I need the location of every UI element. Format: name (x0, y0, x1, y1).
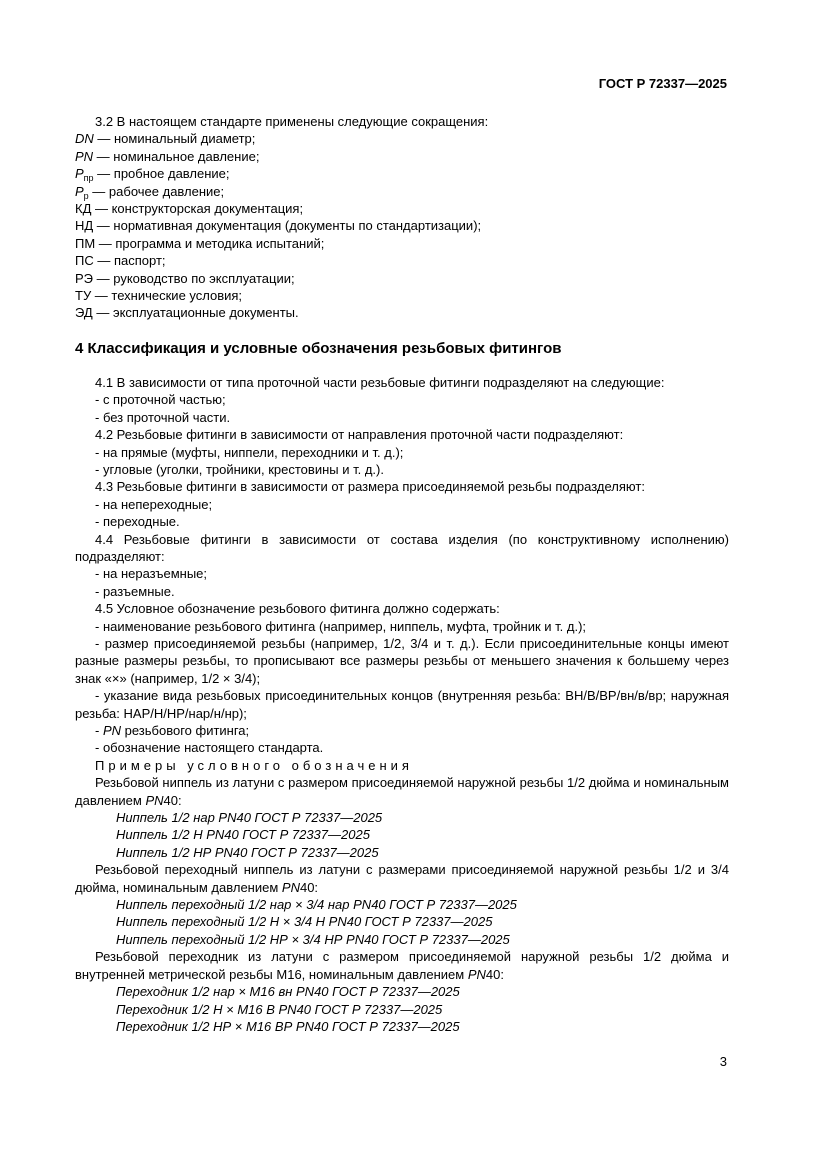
section-heading: 4 Классификация и условные обозначения резьбовых фитингов (75, 339, 562, 357)
abbreviation-text: — рабочее давление; (88, 183, 225, 199)
pn-symbol: PN (281, 879, 300, 895)
list-item: - с проточной частью; (95, 392, 226, 408)
list-item: - наименование резьбового фитинга (например, ниппель, муфта, тройник и т. д.); (95, 618, 587, 634)
list-item: - на прямые (муфты, ниппели, переходники и т. д.); (95, 444, 404, 460)
para-4-4: 4.4 Резьбовые фитинги в зависимости от состава изделия (по конструктивному исполнению) подразделяют: (75, 531, 729, 564)
abbreviation-symbol: P (75, 166, 84, 182)
example-designation: Ниппель переходный 1/2 Н × 3/4 Н PN40 ГОСТ Р 72337—2025 (116, 914, 493, 930)
abbreviation-item: ПС — паспорт; (75, 253, 166, 269)
abbreviation-item: РЭ — руководство по эксплуатации; (75, 270, 295, 286)
para-4-2: 4.2 Резьбовые фитинги в зависимости от направления проточной части подразделяют: (95, 427, 624, 443)
example-designation: Ниппель 1/2 Н PN40 ГОСТ Р 72337—2025 (116, 827, 370, 843)
example-designation: Переходник 1/2 нар × М16 вн PN40 ГОСТ Р 72337—2025 (116, 984, 460, 1000)
list-item: - обозначение настоящего стандарта. (95, 740, 324, 756)
abbreviation-item: НД — нормативная документация (документы по стандартизации); (75, 218, 482, 234)
list-item: - указание вида резьбовых присоединительных концов (внутренняя резьба: ВН/В/ВР/вн/в/вр; наружная резьба: НАР/Н/НР/нар/н/нр); (75, 688, 729, 721)
abbreviations-intro: 3.2 В настоящем стандарте применены следующие сокращения: (95, 114, 489, 129)
example-description: Резьбовой ниппель из латуни с размером присоединяемой наружной резьбы 1/2 дюйма и номинальным давлением (75, 775, 729, 808)
list-item: - на неразъемные; (95, 566, 208, 582)
abbreviation-item: ТУ — технические условия; (75, 288, 243, 304)
abbreviation-item: ЭД — эксплуатационные документы. (75, 305, 299, 321)
abbreviation-symbol: DN (75, 131, 94, 147)
examples-title: Примеры условного обозначения (95, 757, 413, 773)
abbreviation-item (75, 183, 729, 200)
pn-value: 40: (485, 966, 504, 982)
list-item: - без проточной части. (95, 409, 231, 425)
abbreviation-item: ПМ — программа и методика испытаний; (75, 235, 325, 251)
document-code: ГОСТ Р 72337—2025 (598, 76, 727, 91)
list-item: - размер присоединяемой резьбы (например, 1/2, 3/4 и т. д.). Если присоединительные концы имеют разные размеры резьбы, то прописывают все размеры резьбы от меньшего значения к большему через знак «×» (например, 1/2 × 3/4); (75, 635, 729, 686)
abbreviation-item (75, 148, 729, 165)
abbreviation-subscript: р (83, 190, 89, 201)
abbreviation-subscript: пр (83, 173, 94, 184)
abbreviation-text: — номинальный диаметр; (93, 131, 256, 147)
abbreviation-item (75, 130, 729, 147)
pn-symbol: PN (467, 966, 486, 982)
list-item: - на непереходные; (95, 496, 213, 512)
list-item: - разъемные. (95, 583, 175, 599)
example-designation: Ниппель 1/2 НР PN40 ГОСТ Р 72337—2025 (116, 844, 379, 860)
example-1-text (75, 774, 729, 809)
abbreviation-symbol: P (75, 183, 84, 199)
para-4-3: 4.3 Резьбовые фитинги в зависимости от размера присоединяемой резьбы подразделяют: (95, 479, 645, 495)
list-dash: - (95, 723, 103, 738)
para-4-5: 4.5 Условное обозначение резьбового фитинга должно содержать: (95, 601, 500, 617)
list-item (75, 722, 729, 739)
abbreviations-list (75, 130, 729, 321)
list-item-text: резьбового фитинга; (121, 723, 250, 738)
para-4-1: 4.1 В зависимости от типа проточной части резьбовые фитинги подразделяют на следующие: (95, 374, 665, 390)
example-2-text (75, 861, 729, 896)
pn-value: 40: (163, 792, 182, 808)
abbreviation-symbol: PN (75, 148, 94, 164)
abbreviation-text: — номинальное давление; (93, 148, 260, 164)
list-item: - угловые (уголки, тройники, крестовины и т. д.). (95, 461, 384, 477)
abbreviation-item: КД — конструкторская документация; (75, 201, 304, 217)
pn-value: 40: (299, 879, 319, 895)
example-3-text (75, 948, 729, 983)
page-number: 3 (719, 1054, 727, 1069)
example-description: Резьбовой переходный ниппель из латуни с размерами присоединяемой наружной резьбы 1/2 и 3/4 дюйма, номинальным давлением (75, 862, 729, 895)
abbreviation-item (75, 165, 729, 182)
list-item: - переходные. (95, 514, 180, 530)
abbreviation-text: — пробное давление; (93, 166, 230, 182)
pn-symbol: PN (145, 792, 164, 808)
page-content (75, 113, 729, 1035)
example-designation: Ниппель 1/2 нар PN40 ГОСТ Р 72337—2025 (116, 810, 383, 826)
example-description: Резьбовой переходник из латуни с размером присоединяемой наружной резьбы 1/2 дюйма и внутренней метрической резьбы М16, номинальным давлением (75, 949, 729, 982)
example-designation: Переходник 1/2 НР × М16 ВР PN40 ГОСТ Р 72337—2025 (116, 1018, 460, 1034)
example-designation: Ниппель переходный 1/2 нар × 3/4 нар PN40 ГОСТ Р 72337—2025 (116, 897, 517, 913)
example-designation: Переходник 1/2 Н × М16 В PN40 ГОСТ Р 72337—2025 (116, 1001, 443, 1017)
pn-symbol: PN (102, 723, 122, 738)
example-designation: Ниппель переходный 1/2 НР × 3/4 НР PN40 ГОСТ Р 72337—2025 (116, 931, 510, 947)
